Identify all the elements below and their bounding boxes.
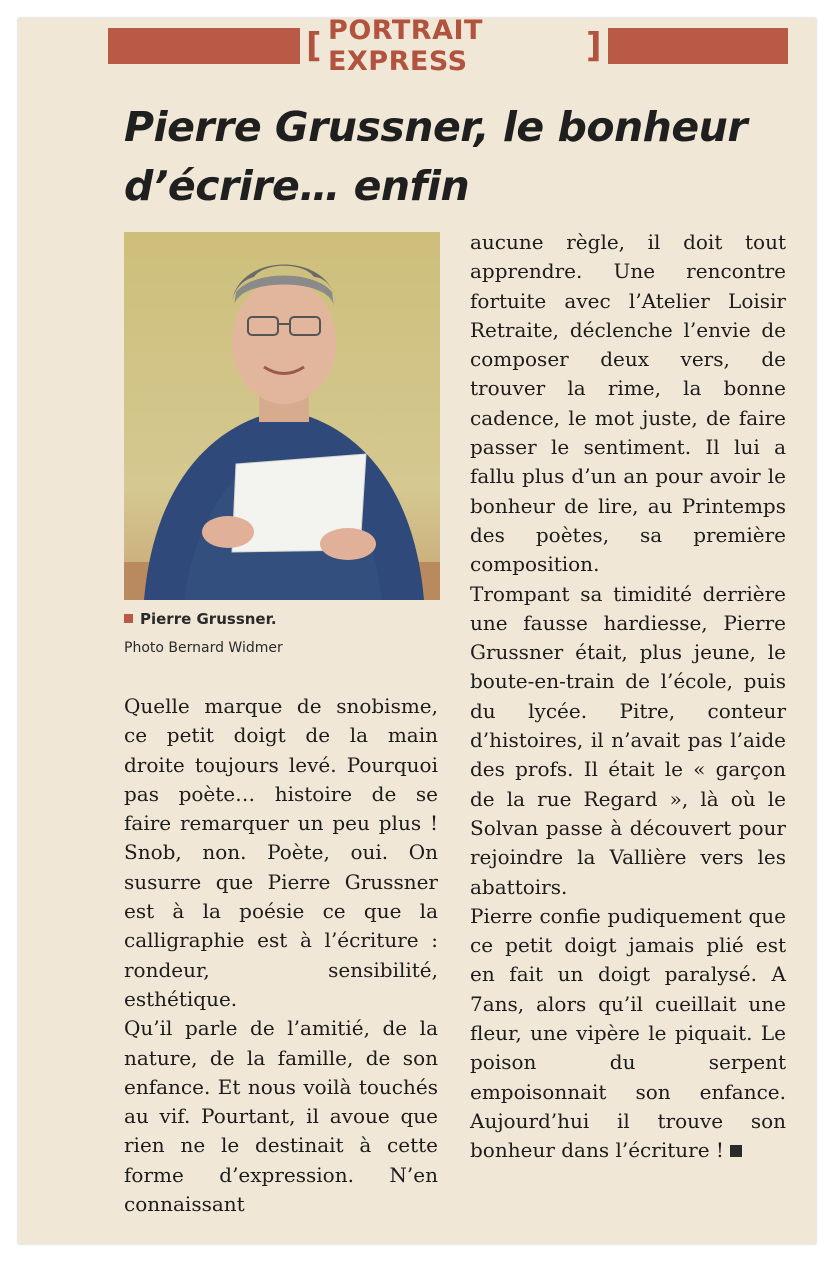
article-column-right (470, 228, 786, 1166)
portrait-photo (124, 232, 440, 600)
paragraph-text: Pierre confie pudiquement que ce petit doigt jamais plié est en fait un doigt paralysé. A 7ans, alors qu’il cueillait une fleur, une vipère le piquait. Le poison du serpent empoisonnait son enfance. Aujourd’hui il trouve son bonheur dans l’écriture ! (470, 903, 786, 1163)
paragraph: Qu’il parle de l’amitié, de la nature, de la famille, de son enfance. Et nous voilà touchés au vif. Pourtant, il avoue que rien ne le destinait à cette forme d’expression. N’en connaissant (124, 1016, 438, 1217)
section-label (300, 15, 608, 77)
section-bar-left (108, 28, 300, 64)
section-title: PORTRAIT EXPRESS (328, 15, 483, 77)
paragraph: Quelle marque de snobisme, ce petit doigt de la main droite toujours levé. Pourquoi pas poète… histoire de se faire remarquer un peu plus ! Snob, non. Poète, oui. On susurre que Pierre Grussner est à la poésie ce que la calligraphie est à l’écriture : rondeur, sensibilité, esthétique. (124, 694, 438, 1011)
photo-caption-name (124, 610, 277, 628)
paragraph: aucune règle, il doit tout apprendre. Une rencontre fortuite avec l’Atelier Loisir Retraite, déclenche l’envie de composer deux vers, de trouver la rime, la bonne cadence, le mot juste, de faire passer le sentiment. Il lui a fallu plus d’un an pour avoir le bonheur de lire, au Printemps des poètes, sa première composition. (470, 230, 786, 577)
paragraph-last (470, 902, 786, 1166)
photo-credit: Photo Bernard Widmer (124, 640, 283, 656)
end-mark-icon (730, 1145, 742, 1157)
caption-square-icon (124, 614, 133, 623)
close-bracket: ] (585, 26, 602, 66)
caption-name-text: Pierre Grussner. (140, 610, 277, 628)
article-headline: Pierre Grussner, le bonheur d’écrire… enfin (124, 103, 748, 210)
article-column-left (124, 692, 438, 1219)
open-bracket: [ (306, 26, 323, 66)
paragraph: Trompant sa timidité derrière une fausse hardiesse, Pierre Grussner était, plus jeune, le boute-en-train de l’école, puis du lycée. Pitre, conteur d’histoires, il n’avait pas l’aide des profs. Il était le « garçon de la rue Regard », là où le Solvan passe à découvert pour rejoindre la Vallière vers les abattoirs. (470, 581, 786, 899)
section-bar-right (608, 28, 788, 64)
portrait-illustration (124, 232, 440, 600)
